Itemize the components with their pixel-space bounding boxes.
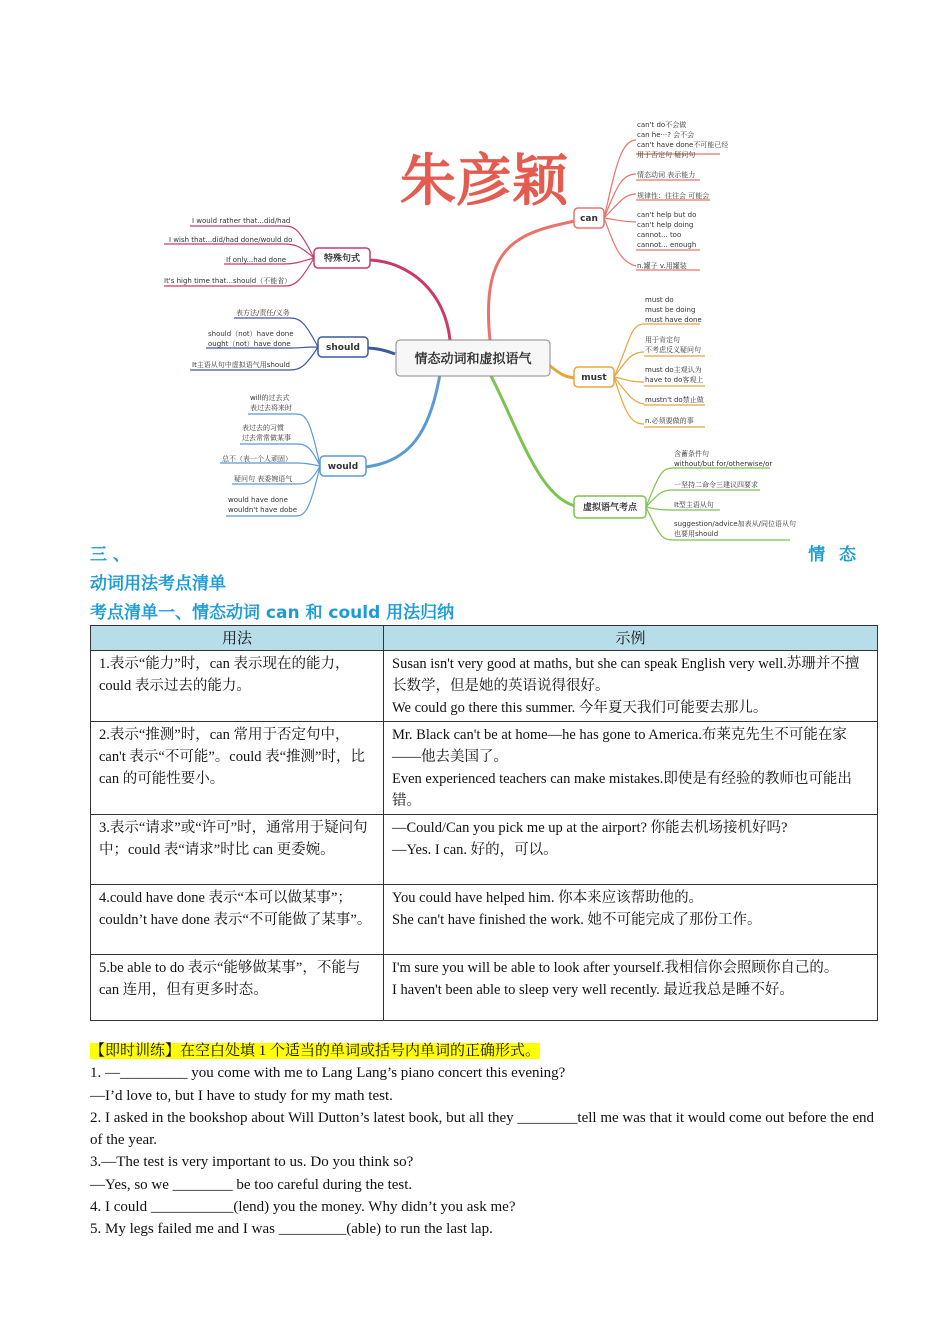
table-header-example: 示例 — [384, 626, 878, 651]
practice-line: 5. My legs failed me and I was _________(able) to run the last lap. — [90, 1221, 493, 1238]
svg-text:would have done: would have done — [228, 496, 288, 504]
mind-map — [160, 112, 800, 544]
svg-text:can: can — [580, 214, 598, 224]
example-text: I haven't been able to sleep very well recently. 最近我总是睡不好。 — [392, 982, 794, 998]
svg-text:must: must — [581, 373, 607, 383]
table-header-usage: 用法 — [91, 626, 384, 651]
svg-text:can't have done不可能已经: can't have done不可能已经 — [637, 141, 729, 149]
example-cell — [384, 885, 878, 955]
svg-text:虚拟语气考点: 虚拟语气考点 — [582, 503, 638, 513]
svg-text:mustn't do禁止做: mustn't do禁止做 — [645, 396, 704, 404]
svg-text:表过去将来时: 表过去将来时 — [250, 404, 292, 412]
svg-text:It主语从句中虚拟语气用should: It主语从句中虚拟语气用should — [192, 361, 290, 369]
svg-text:含蓄条件句: 含蓄条件句 — [674, 450, 709, 458]
example-text: She can't have finished the work. 她不可能完成了那份工作。 — [392, 912, 762, 928]
example-text: Susan isn't very good at maths, but she can speak English very well.苏珊并不擅长数学，但是她的英语说得很好。 — [392, 656, 860, 694]
example-text: Even experienced teachers can make mistakes.即使是有经验的教师也可能出错。 — [392, 771, 852, 809]
svg-text:I would rather that...did/had: I would rather that...did/had — [192, 217, 291, 225]
svg-text:一坚持二命令三建议四要求: 一坚持二命令三建议四要求 — [674, 481, 758, 489]
svg-text:If only...had done: If only...had done — [226, 256, 287, 264]
usage-cell: 5.be able to do 表示“能够做某事”，不能与 can 连用，但有更多时态。 — [91, 955, 384, 1021]
svg-text:表过去的习惯: 表过去的习惯 — [242, 424, 284, 432]
example-cell — [384, 651, 878, 722]
table-row — [91, 955, 878, 1021]
svg-text:can he···? 会不会: can he···? 会不会 — [637, 131, 695, 139]
svg-text:n.罐子 v.用罐装: n.罐子 v.用罐装 — [637, 262, 687, 270]
example-text: —Yes. I can. 好的，可以。 — [392, 842, 558, 858]
usage-cell: 3.表示“请求”或“许可”时，通常用于疑问句中；could 表“请求”时比 can 更委婉。 — [91, 815, 384, 885]
practice-line: —Yes, so we ________ be too careful during the test. — [90, 1176, 413, 1193]
svg-text:ought（not）have done: ought（not）have done — [208, 340, 291, 348]
svg-text:would: would — [327, 462, 359, 472]
practice-line: 3.—The test is very important to us. Do you think so? — [90, 1154, 414, 1171]
svg-text:should（not）have done: should（not）have done — [208, 330, 294, 338]
section-number: 三 、 — [90, 545, 130, 565]
svg-text:特殊句式: 特殊句式 — [323, 254, 361, 264]
example-cell — [384, 955, 878, 1021]
svg-text:n.必须要做的事: n.必须要做的事 — [645, 417, 694, 425]
section-heading-right: 情 态 — [808, 545, 860, 565]
usage-cell: 1.表示“能力”时，can 表示现在的能力，could 表示过去的能力。 — [91, 651, 384, 722]
svg-text:have to do客观上: have to do客观上 — [645, 376, 704, 384]
svg-text:without/but for/otherwise/or: without/but for/otherwise/or — [674, 460, 773, 468]
svg-text:must be doing: must be doing — [645, 306, 696, 314]
svg-text:过去常常做某事: 过去常常做某事 — [242, 434, 291, 442]
practice-line: 2. I asked in the bookshop about Will Dutton’s latest book, but all they ________tell me was that it would come out before the end of the year. — [90, 1109, 874, 1149]
svg-text:will的过去式: will的过去式 — [250, 394, 290, 402]
section-title: 动词用法考点清单 — [90, 574, 226, 594]
example-text: You could have helped him. 你本来应该帮助他的。 — [392, 890, 704, 906]
svg-text:规律性：往往会 可能会: 规律性：往往会 可能会 — [637, 192, 710, 200]
example-text: We could go there this summer. 今年夏天我们可能要去那儿。 — [392, 700, 768, 716]
table-row — [91, 885, 878, 955]
usage-cell: 4.could have done 表示“本可以做某事”；couldn’t have done 表示“不可能做了某事”。 — [91, 885, 384, 955]
svg-text:用于否定句 疑问句: 用于否定句 疑问句 — [637, 151, 696, 159]
usage-cell: 2.表示“推测”时，can 常用于否定句中，can't 表示“不可能”。could 表“推测”时，比 can 的可能性要小。 — [91, 722, 384, 815]
svg-text:can't do不会做: can't do不会做 — [637, 121, 687, 129]
practice-line: 4. I could ___________(lend) you the money. Why didn’t you ask me? — [90, 1199, 516, 1216]
table-header-row — [91, 626, 878, 651]
example-text: I'm sure you will be able to look after yourself.我相信你会照顾你自己的。 — [392, 960, 839, 976]
svg-text:I wish that...did/had done/wou: I wish that...did/had done/would do — [169, 236, 293, 244]
svg-text:It's high time that...should（不: It's high time that...should（不能省） — [164, 277, 292, 285]
svg-text:wouldn't have dobe: wouldn't have dobe — [228, 506, 298, 514]
svg-text:must have done: must have done — [645, 316, 702, 324]
svg-text:总不（表一个人顽固）: 总不（表一个人顽固） — [222, 455, 292, 463]
example-cell — [384, 722, 878, 815]
svg-text:也要用should: 也要用should — [674, 530, 719, 538]
svg-text:用于肯定句: 用于肯定句 — [645, 336, 680, 344]
practice-section — [90, 1040, 890, 1241]
table-row — [91, 651, 878, 722]
example-text: Mr. Black can't be at home—he has gone to America.布莱克先生不可能在家——他去美国了。 — [392, 727, 847, 765]
mind-map-center-label: 情态动词和虚拟语气 — [414, 352, 532, 367]
practice-heading: 【即时训练】在空白处填 1 个适当的单词或括号内单词的正确形式。 — [90, 1043, 541, 1059]
svg-text:不考虑反义疑问句: 不考虑反义疑问句 — [645, 346, 701, 354]
table-row — [91, 815, 878, 885]
svg-text:must do主观认为: must do主观认为 — [645, 366, 702, 374]
example-text: —Could/Can you pick me up at the airport? 你能去机场接机好吗? — [392, 820, 788, 836]
svg-text:It型主语从句: It型主语从句 — [674, 501, 714, 509]
svg-text:情态动词 表示能力: 情态动词 表示能力 — [637, 171, 696, 179]
svg-text:should: should — [326, 343, 360, 353]
svg-text:can't help doing: can't help doing — [637, 221, 694, 229]
svg-text:cannot... enough: cannot... enough — [637, 241, 697, 249]
practice-line: 1. —_________ you come with me to Lang Lang’s piano concert this evening? — [90, 1065, 566, 1082]
usage-table — [90, 625, 878, 1021]
svg-text:must do: must do — [645, 296, 674, 304]
svg-text:表方法/责任/义务: 表方法/责任/义务 — [236, 309, 290, 317]
table-row — [91, 722, 878, 815]
svg-text:suggestion/advice加表从/同位语从句: suggestion/advice加表从/同位语从句 — [674, 520, 797, 528]
section-subtitle: 考点清单一、情态动词 can 和 could 用法归纳 — [90, 603, 455, 623]
mind-map-watermark: 朱彦颖 — [400, 149, 568, 214]
svg-text:cannot... too: cannot... too — [637, 231, 682, 239]
svg-text:can't help but do: can't help but do — [637, 211, 697, 219]
practice-line: —I’d love to, but I have to study for my math test. — [90, 1087, 393, 1104]
example-cell — [384, 815, 878, 885]
svg-text:疑问句 表委婉语气: 疑问句 表委婉语气 — [234, 475, 293, 483]
